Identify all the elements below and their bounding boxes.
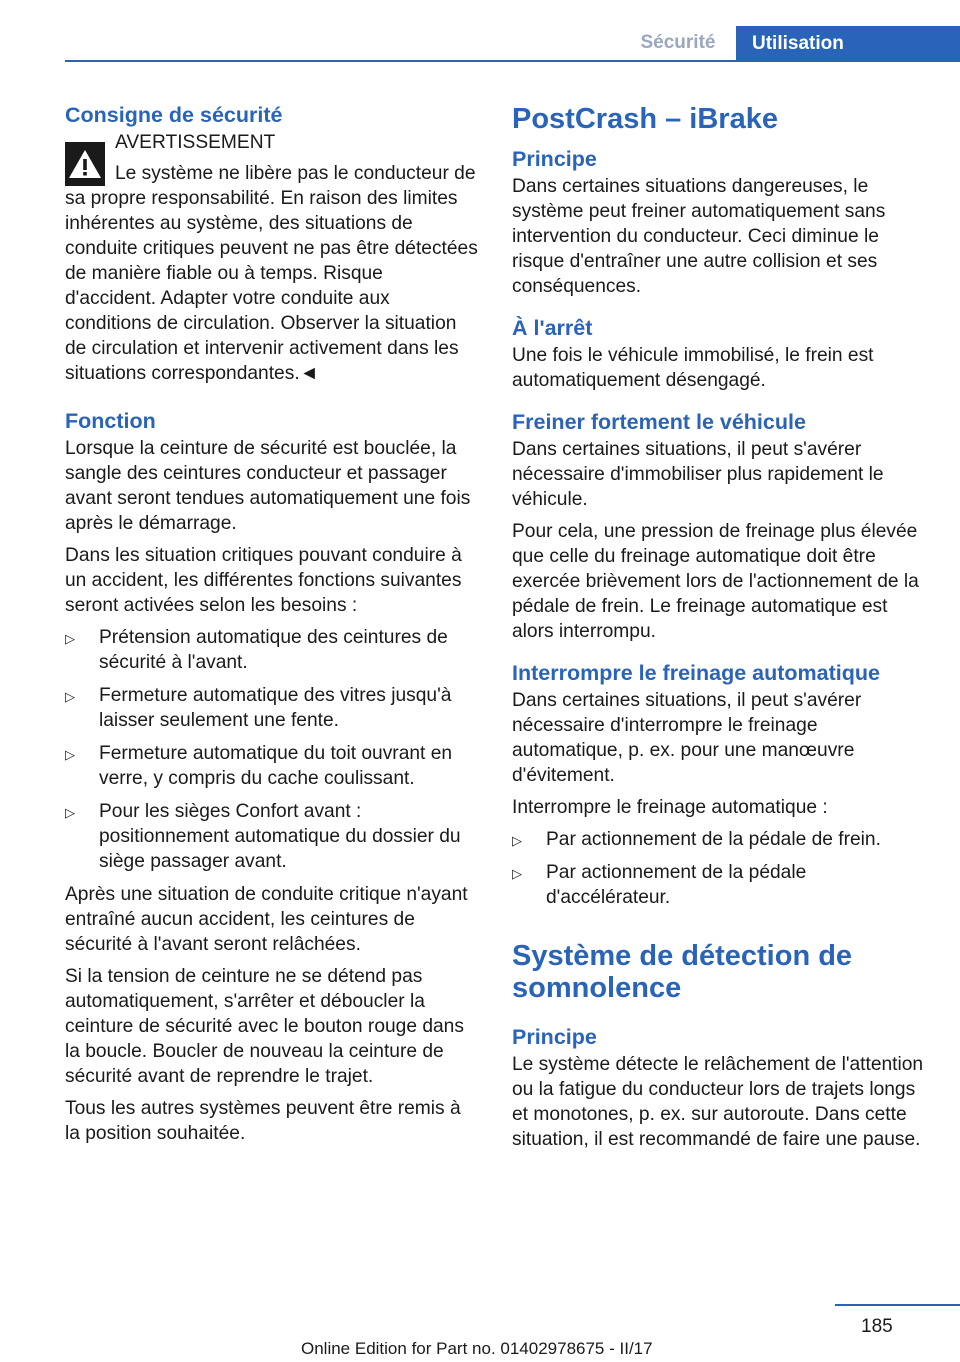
arret-heading: À l'arrêt [512,316,593,340]
list-item [65,683,479,733]
page-number: 185 [861,1316,893,1337]
after-paragraph-1: Après une situation de conduite critique n'ayant entraîné aucun accident, les ceintures de sécurité à l'avant seront relâchées. [65,884,468,955]
after-paragraph-3: Tous les autres systèmes peuvent être remis à la position souhaitée. [65,1098,461,1144]
triangle-bullet-icon: ▷ [65,805,75,820]
function-list [65,625,479,874]
triangle-bullet-icon: ▷ [65,631,75,646]
freiner-heading: Freiner fortement le véhicule [512,410,806,434]
warning-triangle-icon [65,142,105,186]
triangle-bullet-icon: ▷ [512,866,522,881]
freiner-paragraph-1: Dans certaines situations, il peut s'avérer nécessaire d'immobiliser plus rapidement le véhicule. [512,439,884,510]
list-item [512,860,930,910]
triangle-bullet-icon: ▷ [512,833,522,848]
safety-heading: Consigne de sécurité [65,103,283,127]
list-item [65,799,479,874]
somnolence-heading: Système de détection de somnolence [512,940,853,1004]
safety-warning [65,100,479,386]
interrompre-paragraph-2: Interrompre le freinage automatique : [512,797,828,818]
footer-rule [835,1304,960,1306]
function-paragraph-2: Dans les situation critiques pouvant conduire à un accident, les différentes fonctions suivantes seront activées selon les besoins : [65,545,462,616]
postcrash-heading: PostCrash – iBrake [512,103,778,135]
arret-text: Une fois le véhicule immobilisé, le frein est automatiquement désengagé. [512,345,874,391]
tab-securite[interactable]: Sécurité [640,32,716,53]
list-item-text: Fermeture automatique des vitres jusqu'à laisser seulement une fente. [99,685,452,731]
tab-utilisation[interactable]: Utilisation [736,26,960,62]
function-heading: Fonction [65,409,156,433]
list-item-text: Par actionnement de la pédale de frein. [546,829,881,850]
list-item [512,827,930,852]
interrompre-paragraph-1: Dans certaines situations, il peut s'avérer nécessaire d'interrompre le freinage automatique, p. ex. pour une manœuvre d'évitement. [512,690,862,786]
edition-note: Online Edition for Part no. 01402978675 - II/17 [301,1339,653,1358]
header-rule [65,60,960,62]
warning-title: AVERTISSEMENT [115,132,276,153]
principe2-text: Le système détecte le relâchement de l'attention ou la fatigue du conducteur lors de trajets longs et monotones, p. ex. sur autoroute. Dans cette situation, il est recommandé de faire une pause. [512,1054,924,1150]
function-paragraph-1: Lorsque la ceinture de sécurité est bouclée, la sangle des ceintures conducteur et passager avant seront tendues automatiquement une fois après le démarrage. [65,438,471,534]
principe-text: Dans certaines situations dangereuses, le système peut freiner automatiquement sans intervention du conducteur. Ceci diminue le risque d'entraîner une autre collision et ses conséquences. [512,176,886,297]
freiner-paragraph-2: Pour cela, une pression de freinage plus élevée que celle du freinage automatique doit être exercée brièvement lors de l'actionnement de la pédale de frein. Le freinage automatique est alors interrompu. [512,521,919,642]
principe2-heading: Principe [512,1025,597,1049]
list-item-text: Par actionnement de la pédale d'accélérateur. [546,862,807,908]
triangle-bullet-icon: ▷ [65,689,75,704]
warning-text: Le système ne libère pas le conducteur de sa propre responsabilité. En raison des limites inhérentes au système, des situations de conduite critiques peuvent ne pas être détectées de manière fiable ou à temps. Risque d'accident. Adapter votre conduite aux conditions de circulation. Observer la situation de circulation et intervenir activement dans les situations correspondantes.◄ [65,163,478,384]
after-paragraph-2: Si la tension de ceinture ne se détend pas automatiquement, s'arrêter et déboucler la ceinture de sécurité avec le bouton rouge dans la boucle. Boucler de nouveau la ceinture de sécurité avant de reprendre le trajet. [65,966,464,1087]
list-item [65,741,479,791]
triangle-bullet-icon: ▷ [65,747,75,762]
list-item-text: Fermeture automatique du toit ouvrant en verre, y compris du cache coulissant. [99,743,453,789]
interrompre-heading: Interrompre le freinage automatique [512,661,880,685]
interrompre-list [512,827,930,910]
left-column [65,100,479,1153]
list-item-text: Prétension automatique des ceintures de sécurité à l'avant. [99,627,448,673]
list-item [65,625,479,675]
principe-heading: Principe [512,147,597,171]
right-column [512,100,930,1159]
list-item-text: Pour les sièges Confort avant : positionnement automatique du dossier du siège passager avant. [99,801,461,872]
